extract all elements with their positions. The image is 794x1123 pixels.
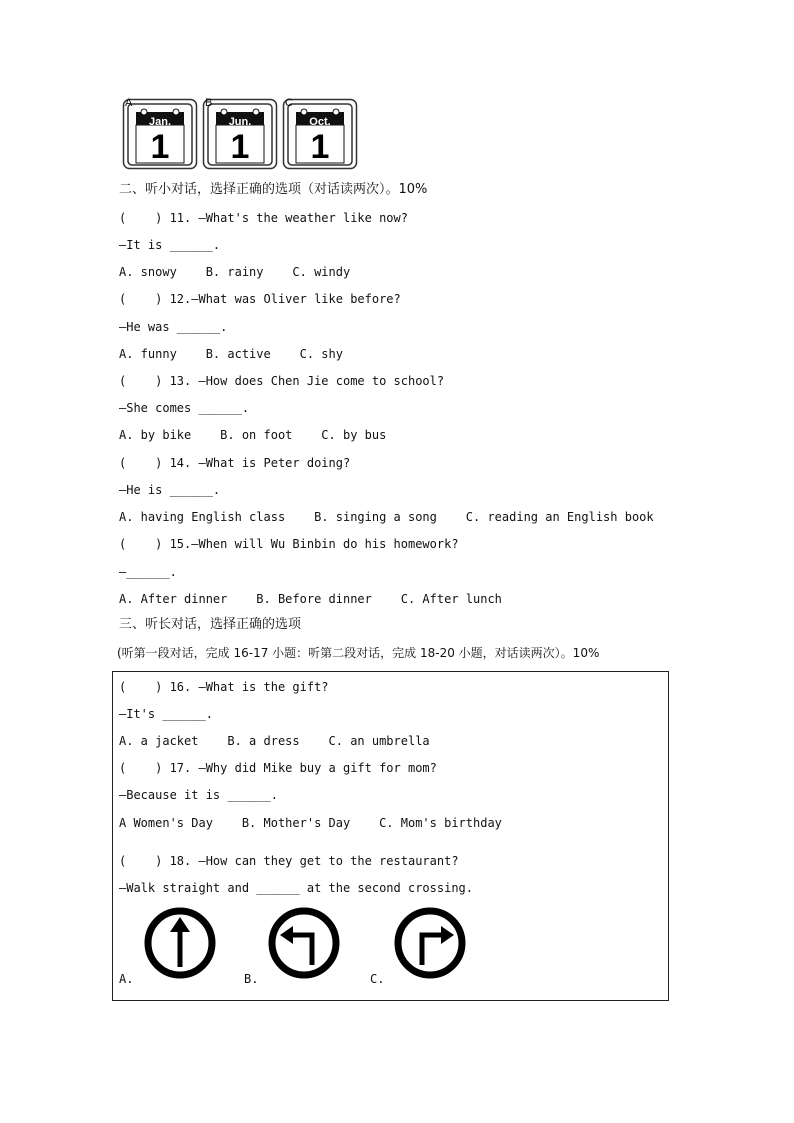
straight-arrow-icon (142, 905, 218, 981)
calendar-day: 1 (150, 128, 170, 166)
question-17: ( ) 17. —Why did Mike buy a gift for mom? (119, 761, 437, 775)
calendar-option-c (282, 98, 358, 170)
options-16: A. a jacket B. a dress C. an umbrella (119, 734, 430, 748)
question-11: ( ) 11. —What's the weather like now? (119, 211, 408, 225)
turn-right-arrow-icon (392, 905, 468, 981)
section-3-subtitle: (听第一段对话，完成 16-17 小题：听第二段对话，完成 18-20 小题，对话读两次）。10% (117, 646, 600, 660)
sign-option-c-label: C. (370, 972, 385, 986)
question-18: ( ) 18. —How can they get to the restaurant? (119, 854, 459, 868)
calendar-option-b (202, 98, 278, 170)
answer-stem-13: —She comes ______. (119, 401, 250, 415)
answer-stem-17: —Because it is ______. (119, 788, 278, 802)
options-12: A. funny B. active C. shy (119, 347, 343, 361)
options-13: A. by bike B. on foot C. by bus (119, 428, 387, 442)
calendar-month: Oct. (309, 116, 331, 128)
calendar-month: Jun. (228, 116, 252, 128)
calendar-option-a (122, 98, 198, 170)
calendar-letter: C (285, 97, 293, 109)
calendar-month: Jan. (148, 116, 171, 128)
question-16: ( ) 16. —What is the gift? (119, 680, 329, 694)
calendar-day: 1 (230, 128, 250, 166)
question-14: ( ) 14. —What is Peter doing? (119, 456, 351, 470)
answer-stem-14: —He is ______. (119, 483, 221, 497)
answer-stem-15: —______. (119, 565, 177, 579)
question-13: ( ) 13. —How does Chen Jie come to school? (119, 374, 445, 388)
sign-option-b-label: B. (244, 972, 259, 986)
question-12: ( ) 12.—What was Oliver like before? (119, 292, 401, 306)
options-14: A. having English class B. singing a song C. reading an English book (119, 510, 654, 524)
options-15: A. After dinner B. Before dinner C. After lunch (119, 592, 502, 606)
answer-stem-16: —It's ______. (119, 707, 213, 721)
section-3-title: 三、听长对话，选择正确的选项 (119, 617, 302, 632)
calendar-letter: A (125, 97, 133, 109)
sign-option-a-label: A. (119, 972, 134, 986)
calendar-letter: B (205, 97, 213, 109)
answer-stem-11: —It is ______. (119, 238, 221, 252)
question-15: ( ) 15.—When will Wu Binbin do his homework? (119, 537, 459, 551)
options-11: A. snowy B. rainy C. windy (119, 265, 351, 279)
turn-left-arrow-icon (266, 905, 342, 981)
answer-stem-18: —Walk straight and ______ at the second crossing. (119, 881, 474, 895)
answer-stem-12: —He was ______. (119, 320, 228, 334)
section-2-title: 二、听小对话，选择正确的选项（对话读两次）。10% (119, 182, 428, 197)
calendar-day: 1 (310, 128, 330, 166)
options-17: A Women's Day B. Mother's Day C. Mom's birthday (119, 816, 502, 830)
